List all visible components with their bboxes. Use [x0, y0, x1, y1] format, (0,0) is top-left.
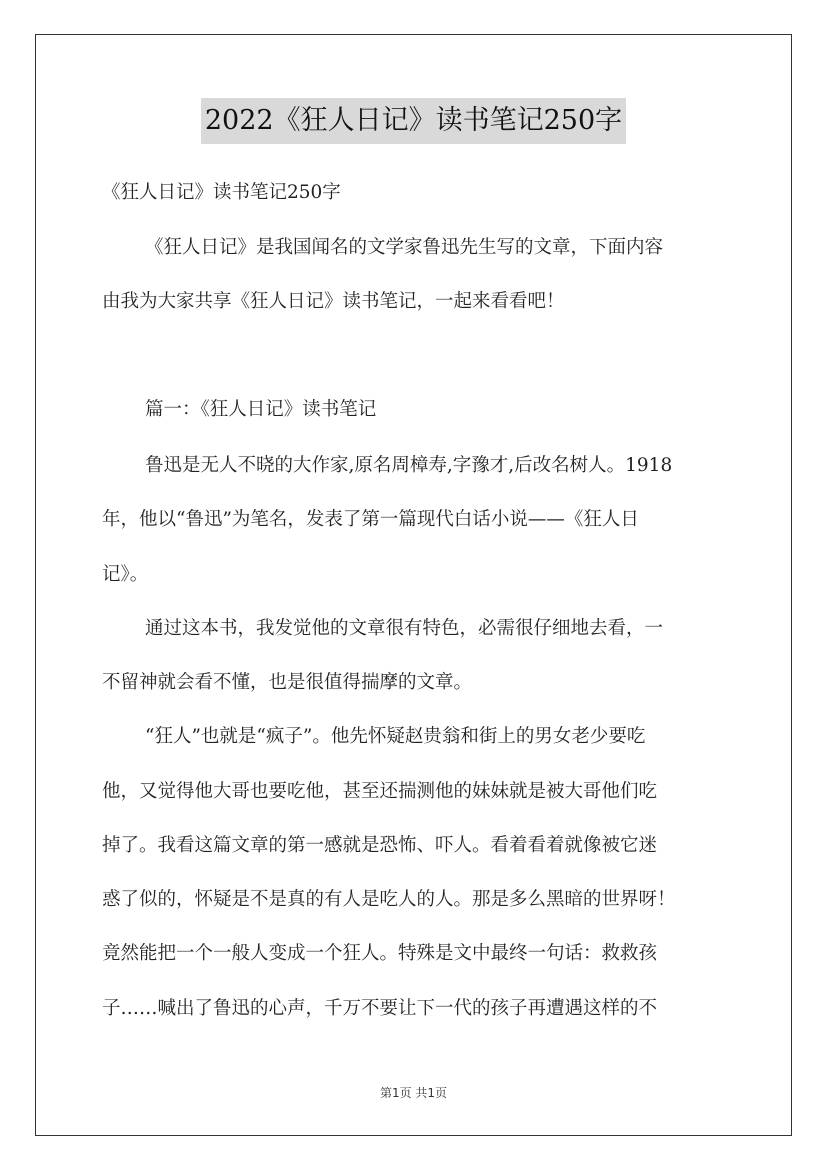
paragraph-line: 鲁迅是无人不晓的大作家,原名周樟寿,字豫才,后改名树人。1918	[145, 455, 673, 476]
paragraph-line: 他，又觉得他大哥也要吃他，甚至还揣测他的妹妹就是被大哥他们吃	[102, 781, 658, 802]
paragraph-line: 年，他以“鲁迅”为笔名，发表了第一篇现代白话小说——《狂人日	[102, 509, 639, 530]
paragraph-line: 子……喊出了鲁迅的心声，千万不要让下一代的孩子再遭遇这样的不	[102, 998, 658, 1019]
paragraph-line: 竟然能把一个一般人变成一个狂人。特殊是文中最终一句话：救救孩	[102, 943, 658, 964]
document-title: 2022《狂人日记》读书笔记250字	[201, 98, 626, 144]
title-container	[0, 98, 827, 144]
subtitle-line: 《狂人日记》读书笔记250字	[102, 182, 341, 203]
paragraph-line: 惑了似的，怀疑是不是真的有人是吃人的人。那是多么黑暗的世界呀！	[102, 889, 676, 910]
paragraph-line: 由我为大家共享《狂人日记》读书笔记，一起来看看吧！	[102, 291, 565, 312]
paragraph-line: “狂人”也就是“疯子”。他先怀疑赵贵翁和街上的男女老少要吃	[145, 726, 646, 747]
section-heading: 篇一：《狂人日记》读书笔记	[145, 399, 377, 420]
page-number: 第1页 共1页	[379, 1086, 448, 1100]
paragraph-line: 《狂人日记》是我国闻名的文学家鲁迅先生写的文章，下面内容	[145, 237, 664, 258]
paragraph-line: 通过这本书，我发觉他的文章很有特色，必需很仔细地去看，一	[145, 618, 664, 639]
paragraph-line: 记》。	[102, 564, 149, 585]
paragraph-line: 掉了。我看这篇文章的第一感就是恐怖、吓人。看着看着就像被它迷	[102, 835, 658, 856]
paragraph-line: 不留神就会看不懂，也是很值得揣摩的文章。	[102, 672, 473, 693]
